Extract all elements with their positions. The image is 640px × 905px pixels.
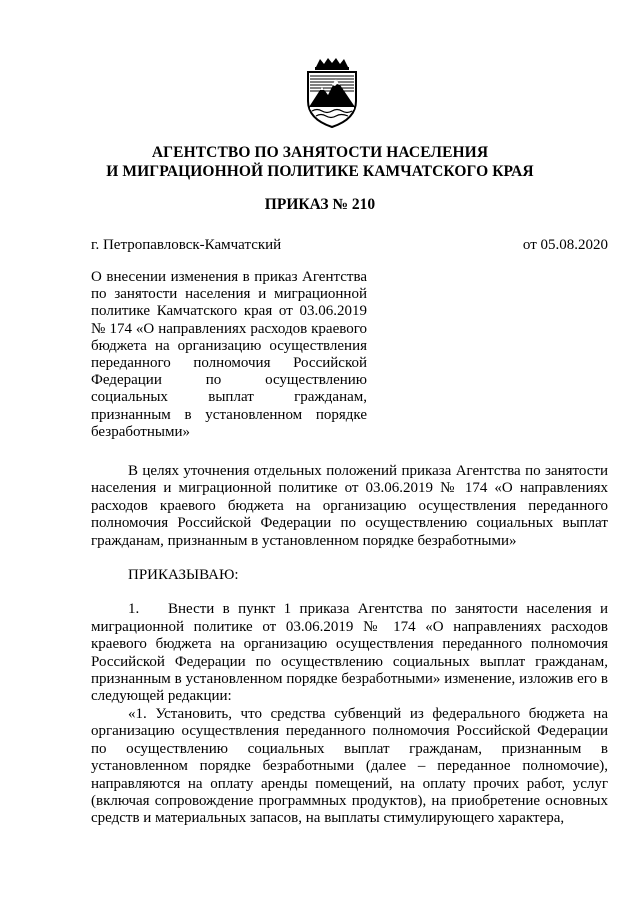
preamble-paragraph: В целях уточнения отдельных положений приказа Агентства по занятости населения и миграционной политике от 03.06.2019 № 174 «О направлениях расходов краевого бюджета на организацию осуществления переданного полномочия Российской Федерации по осуществлению социальных выплат гражданам, признанным в установленном порядке безработными»: [91, 463, 608, 549]
agency-name-line2: И МИГРАЦИОННОЙ ПОЛИТИКЕ КАМЧАТСКОГО КРАЯ: [106, 163, 534, 180]
order-subject: О внесении изменения в приказ Агентства по занятости населения и миграционной политике Камчатского края от 03.06.2019 № 174 «О направлениях расходов краевого бюджета на организацию осуществления переданного полномочия Российской Федерации по осуществлению социальных выплат гражданам, признанным в установленном порядке безработными»: [91, 269, 367, 440]
item-1-paragraph: [91, 601, 608, 705]
order-place: г. Петропавловск-Камчатский: [91, 237, 282, 253]
item-1-text: Внести в пункт 1 приказа Агентства по занятости населения и миграционной политике от 03.06.2019 № 174 «О направлениях расходов краевого бюджета на организацию осуществления переданного полномочия Российской Федерации по осуществлению социальных выплат гражданам, признанным в установленном порядке безработными» изменение, изложив его в следующей редакции:: [91, 601, 608, 705]
document-body: [91, 463, 608, 828]
decree-word: ПРИКАЗЫВАЮ:: [128, 567, 239, 584]
order-title: ПРИКАЗ № 210: [264, 196, 376, 213]
agency-name-line1: АГЕНТСТВО ПО ЗАНЯТОСТИ НАСЕЛЕНИЯ: [151, 144, 489, 161]
kamchatka-coat-of-arms-icon: [302, 57, 362, 129]
item-1-number: 1.: [128, 601, 140, 618]
quoted-amendment-paragraph: «1. Установить, что средства субвенций из федерального бюджета на организацию осуществления переданного полномочия Российской Федерации по осуществлению социальных выплат гражданам, признанным в установленном порядке безработными (далее – переданное полномочие), направляются на оплату аренды помещений, на оплату прочих работ, услуг (включая сопровождение программных продуктов), на приобретение основных средств и материальных запасов, на выплаты стимулирующего характера,: [91, 705, 608, 827]
order-date: от 05.08.2020: [522, 237, 608, 253]
